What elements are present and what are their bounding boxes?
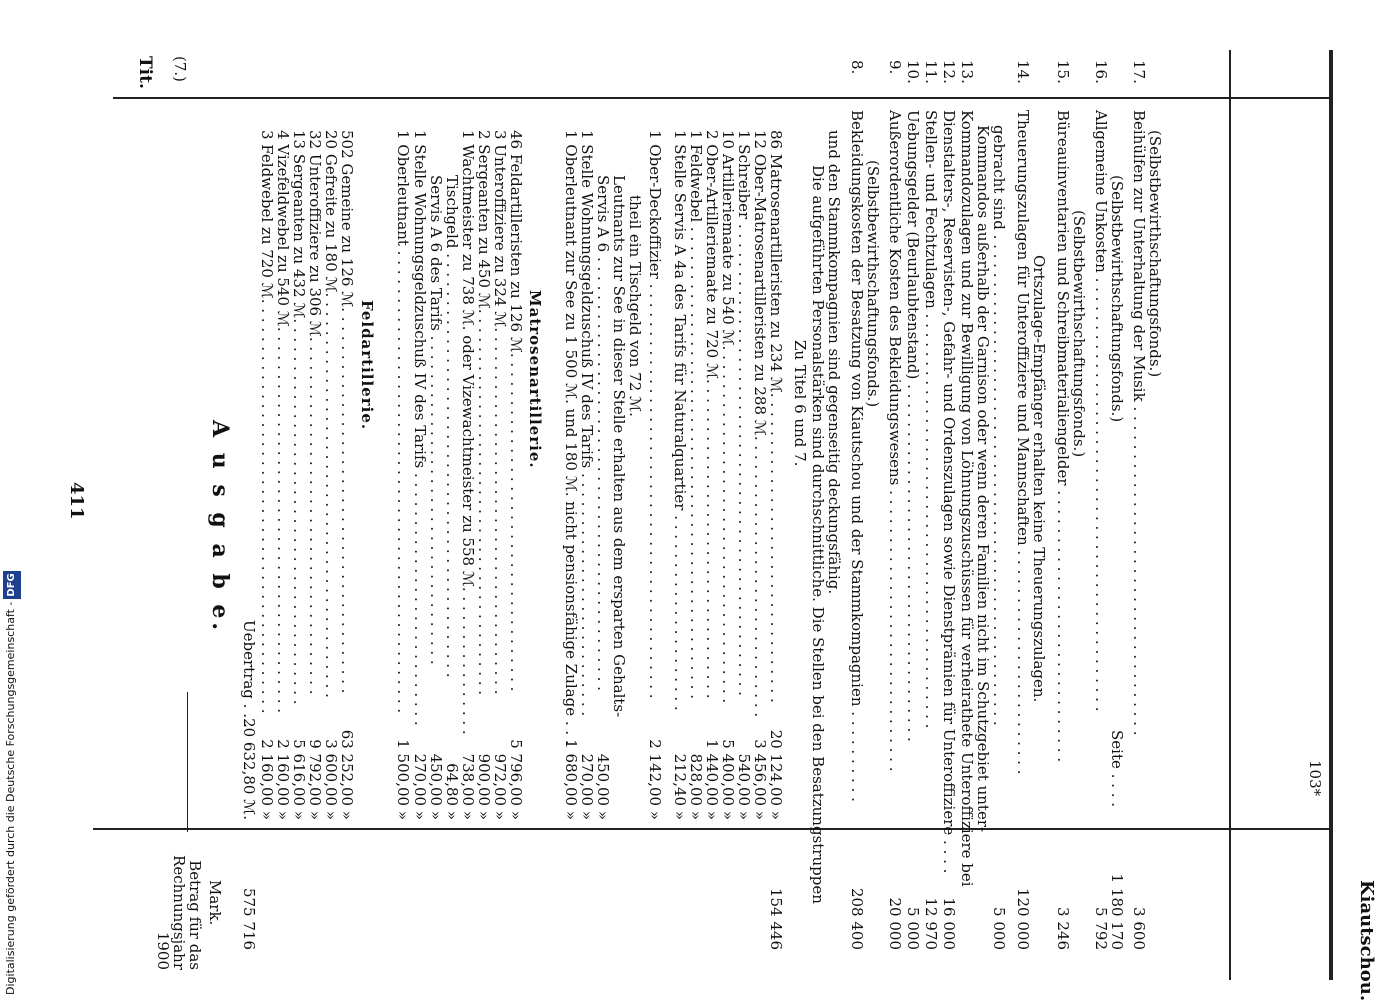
matr-amount: 450,00 » (594, 753, 612, 820)
sub-title-7: (7.) (171, 56, 189, 83)
feld-row: 1 Oberleutnant . . . . . . . . . . . . . . . . . . . . . . . . . . . . . . . . . . . . . . . . . . . . . . . . . (394, 130, 412, 714)
title-text: (Selbstbewirthschaftungsfonds.) (1146, 130, 1164, 378)
feld-row: Servis A 6 des Tarifs . . . . . . . . . . . . . . . . . . . . . . . . . . . . . . . . . . . (427, 175, 445, 665)
feld-amount: 738,00 » (459, 753, 477, 820)
ubertrag-total: 575 716 (240, 887, 258, 950)
matr-amount: 2 142,00 » (646, 739, 664, 820)
matr-amount: 5 400,00 » (719, 739, 737, 820)
feld-row: 2 Sergeanten zu 450 ℳ. . . . . . . . . . . . . . . . . . . . . . . . . . . . . . . . . . . . . . . . . (475, 130, 493, 696)
dfg-logo: DFG (3, 571, 21, 598)
title-total: 16 000 (940, 897, 958, 950)
note-line: und den Stammkompagnien sind gegenseitig deckungsfähig. (825, 130, 843, 595)
title-text: Dienstalters-, Reservisten-, Gefahr- und Ordenszulagen sowie Dienstprämien für Unteroffiziere . . . . (940, 110, 958, 874)
ubertrag-amount: 20 632,80 ℳ. (240, 718, 258, 820)
title-total: 3 246 (1054, 907, 1072, 950)
row-text: 32 Unteroffiziere zu 306 ℳ. . . . . . . . . . . . . . . . . . . . . . . . . . . . . . . . . . . . . . (306, 130, 324, 695)
matr-amount: 20 124,00 » (767, 729, 785, 820)
feld-amount: 900,00 » (475, 753, 493, 820)
feld-heading: Feldartillerie. (358, 300, 376, 431)
row-text: 502 Gemeine zu 126 ℳ. . . . . . . . . . . . . . . . . . . . . . . . . . . . . . . . . . . . . . . . . (338, 130, 356, 694)
ubertrag-label: Uebertrag . . . (240, 620, 258, 728)
betrag-header: Betrag für das Rechnungsjahr 1900 (154, 855, 204, 970)
matr-row: 10 Artilleriemaate zu 540 ℳ. . . . . . . . . . . . . . . . . . . . . . . . . . . . . . . . . . . . . . (719, 130, 737, 704)
title-text: Büreauinventarien und Schreibmaterialiengelder . . . . . . . . . . . . . . . . . . . . . . . . . . . . . (1054, 110, 1072, 763)
row-text: 13 Sergeanten zu 432 ℳ. . . . . . . . . . . . . . . . . . . . . . . . . . . . . . . . . . . . . . . . . (290, 130, 308, 705)
title-total: 12 970 (922, 897, 940, 950)
row-amount: 63 252,00 » (338, 729, 356, 820)
matr-row: 86 Matrosenartilleristen zu 234 ℳ. . . . . . . . . . . . . . . . . . . . . . . . . . . . . . . . . (767, 130, 785, 703)
subtotal-rule (187, 692, 188, 832)
title-number: 13. (958, 60, 976, 84)
title-number: 8. (848, 60, 866, 75)
feld-row: 1 Wachtmeister zu 738 ℳ. oder Vizewachtmeister zu 558 ℳ. . . . . . . . . . . . . . . . (459, 130, 477, 735)
feld-amount: 270,00 » (411, 753, 429, 820)
title-text: (Selbstbewirthschaftungsfonds.) (1070, 210, 1088, 458)
title-total: 5 792 (1092, 907, 1110, 950)
dfg-credit (2, 573, 20, 995)
title-total: 20 000 (886, 897, 904, 950)
matr-amount: 3 456,00 » (751, 739, 769, 820)
title-text: Bekleidungskosten der Besatzung von Kiautschou und der Stammkompagnien . . . . . . . . . . (848, 110, 866, 802)
section-title: A u s g a b e. (207, 420, 233, 635)
matr-row: 1 Schreiber . . . . . . . . . . . . . . . . . . . . . . . . . . . . . . . . . . . . . . . . . . . . . . . . . . (735, 130, 753, 696)
mark-unit: Mark. (206, 880, 224, 926)
feld-row: Tischgeld . . . . . . . . . . . . . . . . . . . . . . . . . . . . . . . . . . . . . . . . . . . . . (443, 175, 461, 678)
title-number: 10. (904, 60, 922, 84)
title-number: 12. (940, 60, 958, 84)
matr-amount: 1 440,00 » (703, 739, 721, 820)
matr-heading: Matrosenartillerie. (526, 290, 544, 469)
feld-amount: 972,00 » (491, 753, 509, 820)
title-total: 3 600 (1130, 907, 1148, 950)
row-text: 20 Gefreite zu 180 ℳ. . . . . . . . . . . . . . . . . . . . . . . . . . . . . . . . . . . . . . . . . . . (322, 130, 340, 698)
title-number: 17. (1130, 60, 1148, 84)
title-text: Allgemeine Unkosten . . . . . . . . . . . . . . . . . . . . . . . . . . . . . . . . . . . . . . . . . . . . . . (1092, 110, 1110, 712)
feld-amount: 1 500,00 » (394, 739, 412, 820)
title-text: (Selbstbewirthschaftungsfonds.) (864, 160, 882, 408)
title-number: 9. (886, 60, 904, 75)
sheet-number: 103* (1306, 760, 1324, 797)
row-amount: 2 160,00 » (274, 739, 292, 820)
amount-column-rule (93, 828, 1333, 830)
note-line: Die aufgeführten Personalstärken sind durchschnittliche. Die Stellen bei den Besatzungstruppen (809, 165, 827, 904)
seite-total: 1 180 170 (1108, 873, 1126, 950)
feld-row: 3 Unteroffiziere zu 324 ℳ. . . . . . . . . . . . . . . . . . . . . . . . . . . . . . . . . . . . . . . (491, 130, 509, 695)
note-heading: Zu Titel 6 und 7. (791, 340, 809, 467)
title-total: 208 400 (848, 887, 866, 950)
matr-row: 1 Feldwebel . . . . . . . . . . . . . . . . . . . . . . . . . . . . . . . . . . . . . . . . . . . . . . . . . . (687, 130, 705, 699)
matr-row: 2 Ober-Artilleriemaate zu 720 ℳ. . . . . . . . . . . . . . . . . . . . . . . . . . . . . . . . . . (703, 130, 721, 699)
row-amount: 2 160,00 » (258, 739, 276, 820)
title-text: Beihülfen zur Unterhaltung der Musik . . . . . . . . . . . . . . . . . . . . . . . . . . . . . . . . . . . (1130, 110, 1148, 736)
feld-row: 1 Stelle Wohnungsgeldzuschuß IV des Tarifs . . . . . . . . . . . . . . . . . . . . . . . . . . . (411, 130, 429, 726)
matr-amount: 1 680,00 » (562, 739, 580, 820)
lit-header: Tit. (135, 56, 155, 89)
title-text: Kommandozulagen und zur Bewilligung von Löhnungszuschüssen für verheirathete Unteroffiziere bei (958, 110, 976, 887)
matr-amount: 212,40 » (671, 753, 689, 820)
dfg-credit-text: Digitalisierung gefördert durch die Deutsche Forschungsgemeinschaft - (4, 601, 17, 995)
title-text: Außerordentliche Kosten des Bekleidungswesens . . . . . . . . . . . . . . . . . . . . . . . . . . . . . . (886, 110, 904, 772)
title-number: 14. (1014, 60, 1032, 84)
left-column-rule (113, 97, 1333, 99)
title-text: Stellen- und Fechtzulagen . . . . . . . . . . . . . . . . . . . . . . . . . . . . . . . . . . . . . . . . . . . . (922, 110, 940, 729)
row-amount: 3 600,00 » (322, 739, 340, 820)
title-text: Ortszulage-Empfänger erhalten keine Theuerungszulagen. (1030, 255, 1048, 703)
header-rule (1229, 50, 1231, 980)
matr-row: Leutnants zur See in dieser Stelle erhalten aus dem ersparten Gehalts- (610, 175, 628, 718)
matr-row: 12 Ober-Matrosenartilleristen zu 288 ℳ. . . . . . . . . . . . . . . . . . . . . . . . . . . . . . (751, 130, 769, 718)
title-text: Uebungsgelder (Beurlaubtenstand) . . . . . . . . . . . . . . . . . . . . . . . . . . . . . . . . . . . . . . (904, 110, 922, 742)
matr-row: theil ein Tischgeld von 72 ℳ. (626, 195, 644, 417)
feld-amount: 64,80 » (443, 763, 461, 820)
row-text: 4 Vizefeldwebel zu 540 ℳ. . . . . . . . . . . . . . . . . . . . . . . . . . . . . . . . . . . . . . . . . (274, 130, 292, 714)
feld-row: 46 Feldartilleristen zu 126 ℳ. . . . . . . . . . . . . . . . . . . . . . . . . . . . . . . . . . . . (507, 130, 525, 692)
top-rule (1329, 50, 1333, 980)
matr-amount: 270,00 » (578, 753, 596, 820)
matr-row: 1 Stelle Wohnungsgeldzuschuß IV des Tarifs . . . . . . . . . . . . . . . . . . . . . . . . . . (578, 130, 596, 717)
matr-row: Servis A 6 . . . . . . . . . . . . . . . . . . . . . . . . . . . . . . . . . . . . . . . . . . . . . . (594, 175, 612, 691)
seite-label: Seite . . . . (1108, 730, 1126, 807)
title-text: gebracht sind . . . . . . . . . . . . . . . . . . . . . . . . . . . . . . . . . . . . . . . . . . . . . . . . . . . . (990, 125, 1008, 726)
title-text: Theuerungszulagen für Unteroffiziere und Mannschaften . . . . . . . . . . . . . . . . . . . . . . . . (1014, 110, 1032, 775)
title-total: 5 000 (904, 907, 922, 950)
title-number: 11. (922, 60, 940, 84)
region-title: Kiautschou. (1356, 880, 1377, 1001)
feld-amount: 5 796,00 » (507, 739, 525, 820)
title-total: 5 000 (990, 907, 1008, 950)
row-amount: 5 616,00 » (290, 739, 308, 820)
row-text: 3 Feldwebel zu 720 ℳ. . . . . . . . . . . . . . . . . . . . . . . . . . . . . . . . . . . . . . . . . . . . (258, 130, 276, 714)
feld-amount: 450,00 » (427, 753, 445, 820)
matr-total: 154 446 (767, 887, 785, 950)
matr-row: 1 Ober-Deckoffizier . . . . . . . . . . . . . . . . . . . . . . . . . . . . . . . . . . . . . . . . . . . . (646, 130, 664, 699)
title-text: (Selbstbewirthschaftungsfonds.) (1108, 175, 1126, 423)
title-number: 15. (1054, 60, 1072, 84)
page-number: 411 (66, 482, 87, 520)
matr-amount: 540,00 » (735, 753, 753, 820)
row-amount: 9 792,00 » (306, 739, 324, 820)
matr-amount: 828,00 » (687, 753, 705, 820)
title-total: 120 000 (1014, 887, 1032, 950)
matr-row: 1 Oberleutnant zur See zu 1 500 ℳ. und 180 ℳ. nicht pensionsfähige Zulage . . . (562, 130, 580, 745)
title-text: Kommandos außerhalb der Garnison oder wenn deren Familien nicht im Schutzgebiet unter- (974, 125, 992, 833)
matr-row: 1 Stelle Servis A 4a des Tarifs für Naturalquartier . . . . . . . . . . . . . . . . . . . . . (671, 130, 689, 711)
title-number: 16. (1092, 60, 1110, 84)
